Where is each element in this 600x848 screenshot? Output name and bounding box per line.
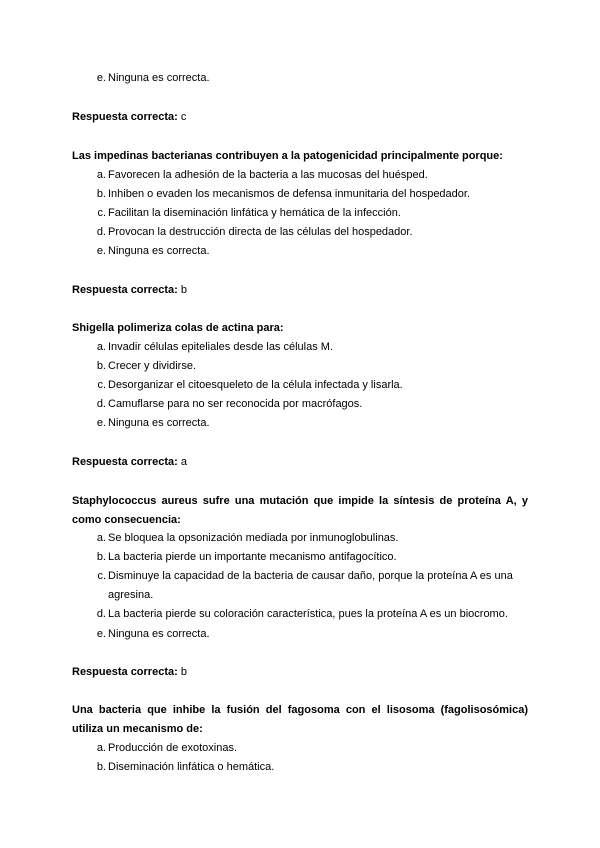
option-text: Disminuye la capacidad de la bacteria de causar daño, porque la proteína A es una xyxy=(108,570,513,582)
question-title: Las impedinas bacterianas contribuyen a la patogenicidad principalmente porque: xyxy=(72,150,503,162)
correct-answer xyxy=(72,665,187,679)
question-title-line: como consecuencia: xyxy=(72,514,181,526)
question-title-line: Una bacteria que inhibe la fusión del fagosoma con el lisosoma (fagolisosómica) xyxy=(72,704,528,716)
answer-label: Respuesta correcta: xyxy=(72,111,178,123)
option-letter: a. xyxy=(96,341,106,353)
option-text: Provocan la destrucción directa de las células del hospedador. xyxy=(108,226,413,238)
answer-label: Respuesta correcta: xyxy=(72,456,178,468)
option-text: Inhiben o evaden los mecanismos de defensa inmunitaria del hospedador. xyxy=(108,188,471,200)
option-letter: d. xyxy=(96,226,106,238)
option-text: Camuflarse para no ser reconocida por macrófagos. xyxy=(108,398,363,410)
question-title: Shigella polimeriza colas de actina para: xyxy=(72,322,284,334)
option-letter: b. xyxy=(96,360,106,372)
option-letter: b. xyxy=(96,188,106,200)
answer-value: b xyxy=(180,666,187,678)
option-letter: a. xyxy=(96,742,106,754)
option-text: Favorecen la adhesión de la bacteria a las mucosas del huésped. xyxy=(108,169,428,181)
option-text: Diseminación linfática o hemática. xyxy=(108,761,275,773)
option-letter: c. xyxy=(97,570,106,582)
option-text: Invadir células epiteliales desde las células M. xyxy=(108,341,334,353)
option-text: Desorganizar el citoesqueleto de la célula infectada y lisarla. xyxy=(108,379,403,391)
option-text: Ninguna es correcta. xyxy=(108,245,210,257)
option-letter: e. xyxy=(96,417,106,429)
option-text: Producción de exotoxinas. xyxy=(108,742,238,754)
option-letter: b. xyxy=(96,551,106,563)
option-text: Ninguna es correcta. xyxy=(108,628,210,640)
option-text: La bacteria pierde un importante mecanismo antifagocítico. xyxy=(108,551,397,563)
option-letter: b. xyxy=(96,761,106,773)
option-text: Facilitan la diseminación linfática y hemática de la infección. xyxy=(108,207,401,219)
answer-label: Respuesta correcta: xyxy=(72,284,178,296)
correct-answer xyxy=(72,283,187,297)
answer-label: Respuesta correcta: xyxy=(72,666,178,678)
answer-value: a xyxy=(180,456,187,468)
option-text: La bacteria pierde su coloración característica, pues la proteína A es un biocromo. xyxy=(108,608,508,620)
correct-answer xyxy=(72,110,186,124)
option-letter: e. xyxy=(96,245,106,257)
option-text: Crecer y dividirse. xyxy=(108,360,197,372)
option-letter: c. xyxy=(97,207,106,219)
answer-value: b xyxy=(180,284,187,296)
question-title-line: Staphylococcus aureus sufre una mutación que impide la síntesis de proteína A, y xyxy=(72,495,528,507)
option-text: Ninguna es correcta. xyxy=(108,417,210,429)
option-letter: e. xyxy=(96,628,106,640)
option-text: Se bloquea la opsonización mediada por inmunoglobulinas. xyxy=(108,532,399,544)
option-letter: a. xyxy=(96,169,106,181)
correct-answer xyxy=(72,455,187,469)
option-letter: d. xyxy=(96,608,106,620)
option-text: Ninguna es correcta. xyxy=(108,72,210,84)
option-letter: c. xyxy=(97,379,106,391)
option-letter: d. xyxy=(96,398,106,410)
option-letter: a. xyxy=(96,532,106,544)
question-title-line: utiliza un mecanismo de: xyxy=(72,723,203,735)
option-letter: e. xyxy=(96,72,106,84)
answer-value: c xyxy=(180,111,187,123)
option-text-continuation: agresina. xyxy=(108,589,154,601)
